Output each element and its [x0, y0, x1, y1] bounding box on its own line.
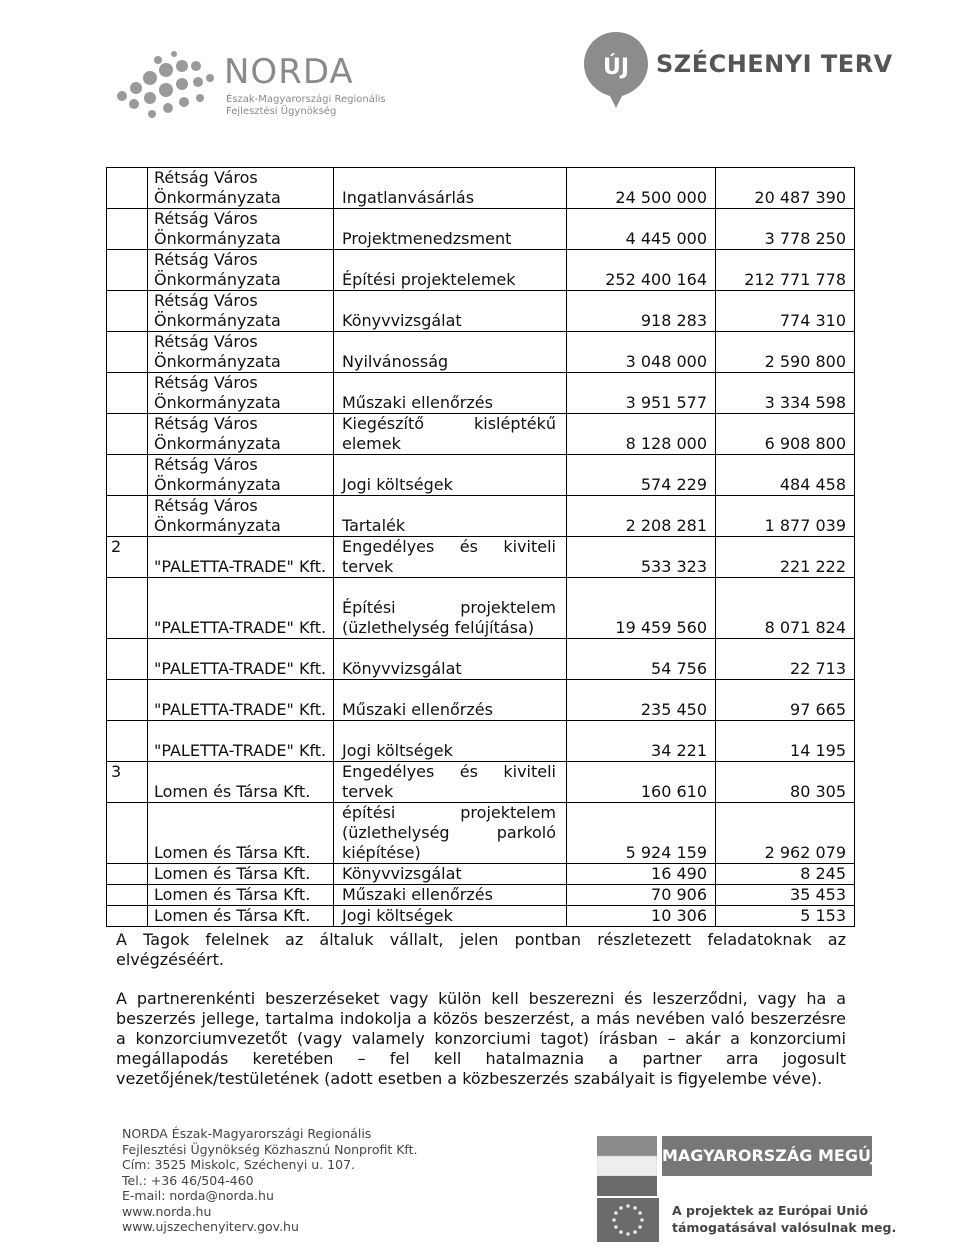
magyarorszag-megujul-banner: MAGYARORSZÁG MEGÚJUL: [662, 1136, 872, 1176]
cell-item-text: Jogi költségek: [342, 906, 453, 925]
cell-support: 3 334 598: [716, 373, 855, 414]
table-row: [107, 455, 855, 496]
eu-star-icon: [633, 1230, 637, 1234]
table-row: [107, 906, 855, 927]
cell-partner-text: "PALETTA-TRADE" Kft.: [154, 700, 327, 719]
cell-support: 221 222: [716, 537, 855, 578]
cell-item-text: Műszaki ellenőrzés: [342, 885, 493, 904]
cell-partner-text: Lomen és Társa Kft.: [154, 782, 311, 801]
eu-star-icon: [638, 1225, 642, 1229]
cell-number: [107, 332, 148, 373]
cell-partner: [148, 455, 334, 496]
cell-number: [107, 414, 148, 455]
cell-item-text: Könyvvizsgálat: [342, 864, 462, 883]
cell-item: [334, 803, 567, 864]
cell-item-text: Projektmenedzsment: [342, 229, 512, 248]
cell-total-cost: 8 128 000: [567, 414, 716, 455]
table-row: [107, 803, 855, 864]
cell-item-text: Tartalék: [342, 516, 406, 535]
cell-total-cost: 24 500 000: [567, 168, 716, 209]
cell-number: [107, 803, 148, 864]
cell-total-cost: 574 229: [567, 455, 716, 496]
cell-item-text: Engedélyes és kiviteli tervek: [342, 762, 556, 801]
cell-number: [107, 885, 148, 906]
cell-total-cost: 235 450: [567, 680, 716, 721]
cell-total-cost: 3 048 000: [567, 332, 716, 373]
cell-number: [107, 639, 148, 680]
table-row: [107, 537, 855, 578]
cell-total-cost: 19 459 560: [567, 578, 716, 639]
norda-subtitle-line: Fejlesztési Ügynökség: [226, 106, 337, 117]
cell-item: [334, 721, 567, 762]
table-row: [107, 680, 855, 721]
cell-number: [107, 721, 148, 762]
cell-partner: [148, 864, 334, 885]
cell-total-cost: 34 221: [567, 721, 716, 762]
cell-number: [107, 864, 148, 885]
cell-total-cost: 16 490: [567, 864, 716, 885]
cell-item-text: Ingatlanvásárlás: [342, 188, 475, 207]
cell-support: 14 195: [716, 721, 855, 762]
eu-star-icon: [619, 1230, 623, 1234]
cell-support: 2 590 800: [716, 332, 855, 373]
table-row: [107, 721, 855, 762]
cell-item-text: Jogi költségek: [342, 741, 453, 760]
paragraph-procurement: A partnerenkénti beszerzéseket vagy külön kell beszerezni és leszerződni, vagy ha a beszerzés jellege, tartalma indokolja a közös beszerzést, a más nevében való beszerzésre a konzorciumvezetőt (vagy valamely konzorciumi tagot) írásban – akár a konzorciumi megállapodás keretében – fel kell hatalmaznia a partner arra jogosult vezetőjének/testületének (adott esetben a közbeszerzés szabályait is figyelembe véve).: [116, 989, 846, 1088]
cell-partner: [148, 639, 334, 680]
cell-support: 774 310: [716, 291, 855, 332]
cell-support: 8 245: [716, 864, 855, 885]
cell-partner-text: "PALETTA-TRADE" Kft.: [154, 741, 327, 760]
footer-address-line: Cím: 3525 Miskolc, Széchenyi u. 107.: [122, 1157, 355, 1172]
cell-item-text: Könyvvizsgálat: [342, 311, 462, 330]
cell-partner-text: Lomen és Társa Kft.: [154, 885, 311, 904]
cell-item-text: Műszaki ellenőrzés: [342, 393, 493, 412]
cell-total-cost: 70 906: [567, 885, 716, 906]
cell-partner-text: Lomen és Társa Kft.: [154, 843, 311, 862]
cell-item-text: építési projektelem (üzlethelység parkoló kiépítése): [342, 803, 556, 862]
cell-number: 3: [107, 762, 148, 803]
cell-partner-text: Lomen és Társa Kft.: [154, 864, 311, 883]
footer-address-line: E-mail: norda@norda.hu: [122, 1188, 274, 1203]
cell-partner: [148, 332, 334, 373]
norda-subtitle: [226, 94, 426, 118]
cell-support: 35 453: [716, 885, 855, 906]
cell-total-cost: 252 400 164: [567, 250, 716, 291]
cell-partner-text: Rétság Város Önkormányzata: [154, 332, 281, 371]
eu-flag-icon: [597, 1198, 659, 1242]
cell-partner-text: Rétság Város Önkormányzata: [154, 209, 281, 248]
cell-partner: [148, 721, 334, 762]
cell-number: [107, 906, 148, 927]
cell-partner: [148, 803, 334, 864]
cell-partner: [148, 680, 334, 721]
cell-partner-text: "PALETTA-TRADE" Kft.: [154, 618, 327, 637]
table-row: [107, 864, 855, 885]
cell-item: [334, 373, 567, 414]
cell-number: [107, 209, 148, 250]
cell-number: 2: [107, 537, 148, 578]
eu-star-icon: [626, 1204, 630, 1208]
cell-item: [334, 906, 567, 927]
cell-total-cost: 160 610: [567, 762, 716, 803]
cell-item: [334, 332, 567, 373]
eu-star-icon: [638, 1211, 642, 1215]
cell-partner: [148, 209, 334, 250]
cell-support: 484 458: [716, 455, 855, 496]
cell-item: [334, 455, 567, 496]
cell-total-cost: 918 283: [567, 291, 716, 332]
norda-mark-icon: [112, 48, 217, 120]
cell-support: 80 305: [716, 762, 855, 803]
cell-partner: [148, 537, 334, 578]
table-row: [107, 496, 855, 537]
cell-number: [107, 455, 148, 496]
eu-star-icon: [612, 1218, 616, 1222]
cell-item-text: Könyvvizsgálat: [342, 659, 462, 678]
cell-partner-text: Rétság Város Önkormányzata: [154, 414, 281, 453]
footer-address-line: Tel.: +36 46/504-460: [122, 1172, 254, 1188]
cell-total-cost: 3 951 577: [567, 373, 716, 414]
cell-item: [334, 639, 567, 680]
footer-address-line: www.norda.hu: [122, 1203, 212, 1219]
cell-total-cost: 54 756: [567, 639, 716, 680]
cell-total-cost: 5 924 159: [567, 803, 716, 864]
eu-support-line: támogatásával valósulnak meg.: [672, 1220, 897, 1235]
table-row: [107, 885, 855, 906]
cell-total-cost: 533 323: [567, 537, 716, 578]
cell-support: 3 778 250: [716, 209, 855, 250]
cell-partner: [148, 291, 334, 332]
cell-partner-text: Rétság Város Önkormányzata: [154, 455, 281, 494]
szechenyi-label: SZÉCHENYI TERV: [656, 50, 893, 78]
table-row: [107, 291, 855, 332]
cell-number: [107, 680, 148, 721]
cell-partner: [148, 250, 334, 291]
cell-partner: [148, 885, 334, 906]
cell-item: [334, 864, 567, 885]
eu-star-icon: [640, 1218, 644, 1222]
cell-total-cost: 2 208 281: [567, 496, 716, 537]
cell-item: [334, 762, 567, 803]
cell-item: [334, 168, 567, 209]
cell-support: 22 713: [716, 639, 855, 680]
cell-item-text: Műszaki ellenőrzés: [342, 700, 493, 719]
cell-item: [334, 414, 567, 455]
cell-total-cost: 4 445 000: [567, 209, 716, 250]
norda-subtitle-line: Észak-Magyarországi Regionális: [226, 94, 386, 105]
cell-partner-text: Rétság Város Önkormányzata: [154, 168, 281, 207]
cell-number: [107, 291, 148, 332]
cell-item: [334, 885, 567, 906]
paragraph-members-responsibility: A Tagok felelnek az általuk vállalt, jelen pontban részletezett feladatoknak az elvégzéséért.: [116, 930, 846, 969]
cell-number: [107, 496, 148, 537]
cell-partner: [148, 373, 334, 414]
table-row: [107, 373, 855, 414]
hungary-flag-icon: [597, 1136, 657, 1196]
cost-table-body: [107, 168, 855, 927]
cell-item-text: Építési projektelem (üzlethelység felújítása): [342, 598, 556, 637]
cell-support: 20 487 390: [716, 168, 855, 209]
cost-table: [106, 167, 855, 927]
cell-item: [334, 209, 567, 250]
table-row: [107, 168, 855, 209]
footer-address: [122, 1126, 417, 1235]
cell-item-text: Kiegészítő kisléptékű elemek: [342, 414, 556, 453]
cell-partner: [148, 496, 334, 537]
cell-support: 1 877 039: [716, 496, 855, 537]
cell-total-cost: 10 306: [567, 906, 716, 927]
norda-logo: [112, 40, 412, 120]
cell-number: [107, 373, 148, 414]
cell-partner: [148, 168, 334, 209]
table-row: [107, 762, 855, 803]
cell-partner-text: Rétság Város Önkormányzata: [154, 250, 281, 289]
table-row: [107, 414, 855, 455]
cell-support: 8 071 824: [716, 578, 855, 639]
cell-item: [334, 578, 567, 639]
footer-address-line: www.ujszechenyiterv.gov.hu: [122, 1219, 299, 1234]
cell-support: 97 665: [716, 680, 855, 721]
eu-star-icon: [614, 1225, 618, 1229]
cell-partner-text: Rétság Város Önkormányzata: [154, 373, 281, 412]
cell-item: [334, 291, 567, 332]
szechenyi-terv-logo: [582, 22, 912, 112]
eu-star-icon: [633, 1206, 637, 1210]
cell-item: [334, 250, 567, 291]
cell-partner: [148, 578, 334, 639]
cell-partner-text: Lomen és Társa Kft.: [154, 906, 311, 925]
cell-partner-text: Rétság Város Önkormányzata: [154, 496, 281, 535]
cell-item-text: Nyilvánosság: [342, 352, 449, 371]
table-row: [107, 209, 855, 250]
cell-support: 2 962 079: [716, 803, 855, 864]
table-row: [107, 639, 855, 680]
table-row: [107, 578, 855, 639]
cell-partner: [148, 906, 334, 927]
eu-star-icon: [614, 1211, 618, 1215]
cell-item: [334, 496, 567, 537]
uj-pin-icon: [582, 30, 650, 110]
cell-item-text: Engedélyes és kiviteli tervek: [342, 537, 556, 576]
uj-label: ÚJ: [602, 55, 630, 80]
cell-partner: [148, 414, 334, 455]
table-row: [107, 250, 855, 291]
eu-support-line: A projektek az Európai Unió: [672, 1203, 869, 1218]
cell-partner-text: Rétság Város Önkormányzata: [154, 291, 281, 330]
cell-partner-text: "PALETTA-TRADE" Kft.: [154, 659, 327, 678]
norda-name: NORDA: [224, 52, 354, 92]
cell-number: [107, 250, 148, 291]
eu-star-icon: [626, 1232, 630, 1236]
table-row: [107, 332, 855, 373]
eu-support-text: [672, 1202, 896, 1236]
cell-support: 6 908 800: [716, 414, 855, 455]
cell-item: [334, 537, 567, 578]
cell-item-text: Építési projektelemek: [342, 270, 516, 289]
page-header: [0, 0, 960, 130]
eu-star-icon: [619, 1206, 623, 1210]
cell-item-text: Jogi költségek: [342, 475, 453, 494]
cell-number: [107, 168, 148, 209]
cell-partner-text: "PALETTA-TRADE" Kft.: [154, 557, 327, 576]
cell-number: [107, 578, 148, 639]
cell-partner: [148, 762, 334, 803]
cell-item: [334, 680, 567, 721]
page-footer: [0, 1120, 960, 1250]
cell-support: 212 771 778: [716, 250, 855, 291]
footer-address-line: Fejlesztési Ügynökség Közhasznú Nonprofit Kft.: [122, 1141, 418, 1157]
footer-address-line: NORDA Észak-Magyarországi Regionális: [122, 1126, 372, 1141]
cell-support: 5 153: [716, 906, 855, 927]
